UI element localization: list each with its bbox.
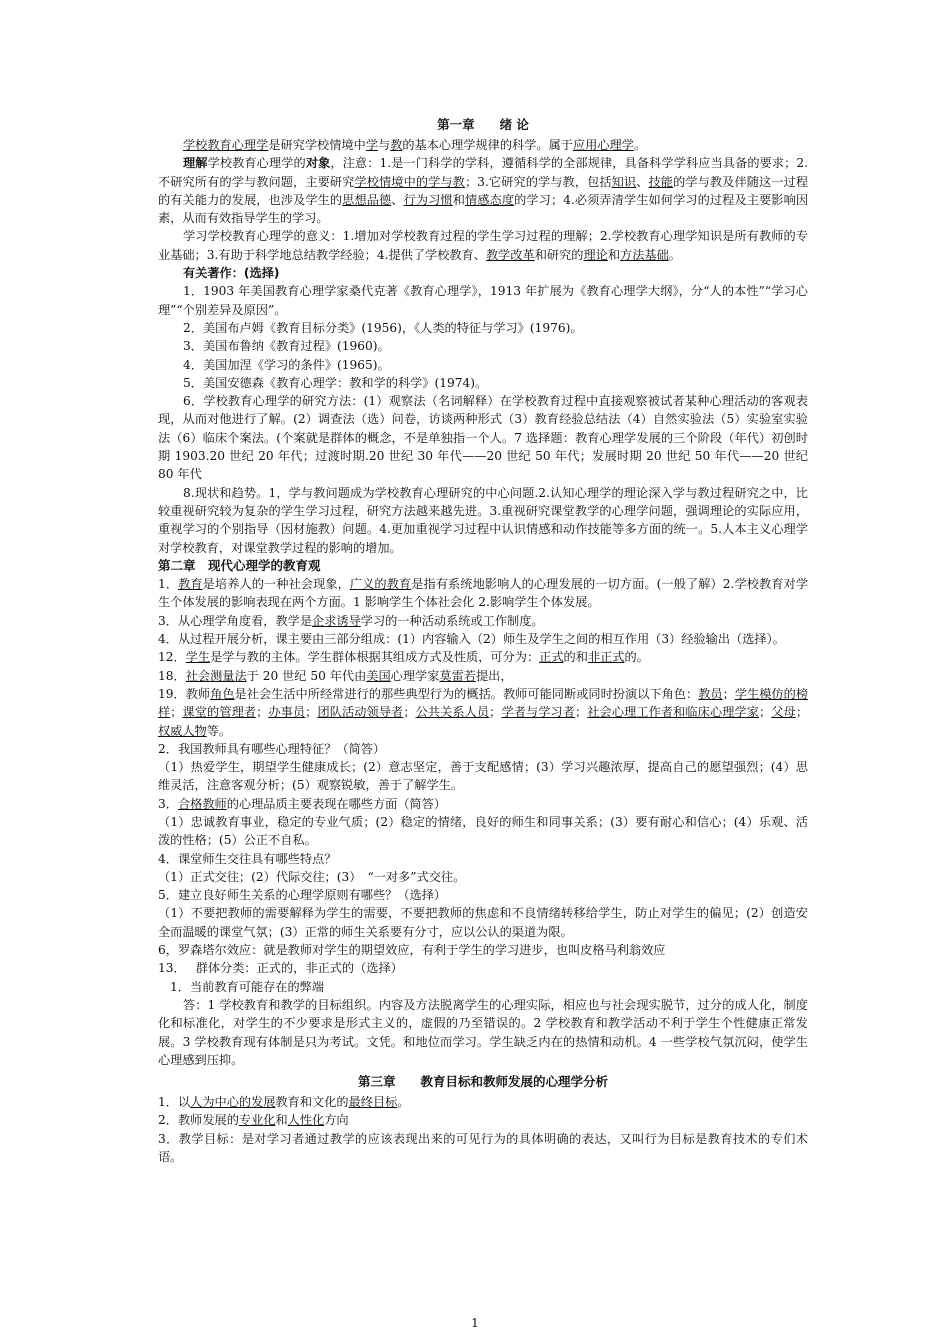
page-number: 1 bbox=[471, 1316, 479, 1330]
question: 4．课堂师生交往具有哪些特点？ bbox=[158, 851, 337, 866]
list-item: 2．教师发展的专业化和人性化方向 bbox=[158, 1113, 349, 1128]
question: 1．当前教育可能存在的弊端 bbox=[170, 979, 325, 994]
list-item: 4．从过程开展分析，课主要由三部分组成：(1）内容输入（2）师生及学生之间的相互作用（3）经验输出（选择）。 bbox=[158, 632, 785, 647]
object-paragraph: 理解学校教育心理学的对象，注意：1.是一门科学的学科，遵循科学的全部规律，具备科学学科应当具备的要求；2.不研究所有的学与教问题，主要研究学校情境中的学与教；3.它研究的学与教，包括知识、技能的学与教及伴随这一过程的有关能力的发展，也涉及学生的思想品德、行为习惯和情感态度的学习；4.必须弄清学生如何学习的过程及主要影响因素，从而有效指导学生的学习。 bbox=[158, 156, 809, 226]
question: 2．我国教师具有哪些心理特征？（简答） bbox=[158, 741, 386, 756]
trends-paragraph: 8.现状和趋势。1，学与教问题成为学校教育心理研究的中心问题.2.认知心理学的理论深入学与教过程研究之中，比较重视研究较为复杂的学生学习过程，研究方法越来越先进。3.重视研究课堂教学的心理学问题，强调理论的实际应用，重视学习的个别指导（因材施教）问题。4.更加重视学习过程中认识情感和动作技能等多方面的统一。5.人本主义心理学对学校教育，对课堂教学过程的影响的增加。 bbox=[158, 485, 808, 555]
list-item: 1．教育是培养人的一种社会现象，广义的教育是指有系统地影响人的心理发展的一切方面。(一般了解）2.学校教育对学生个体发展的影响表现在两个方面。1 影响学生个体社会化 2.影响学生个体发展。 bbox=[158, 577, 809, 610]
works-item: 2．美国布卢姆《教育目标分类》(1956)，《人类的特征与学习》(1976)。 bbox=[183, 320, 583, 335]
answer: 答：1 学校教育和教学的目标组织。内容及方法脱离学生的心理实际，相应也与社会现实脱节，过分的成人化，制度化和标准化，对学生的不少要求是形式主义的，虚假的乃至错误的。2 学校教育和教学活动不利于学生个性健康正常发展。3 学校教育现有体制是只为考试。文凭。和地位而学习。学生缺乏内在的热情和动机。4 一些学校气氛沉闷，使学生心理感到压抑。 bbox=[158, 997, 808, 1067]
list-item: 1．以人为中心的发展教育和文化的最终目标。 bbox=[158, 1095, 410, 1110]
list-item: 3．从心理学角度看，教学是企求诱导学习的一种活动系统或工作制度。 bbox=[158, 613, 544, 628]
works-item: 3．美国布鲁纳《教育过程》(1960)。 bbox=[183, 339, 390, 354]
answer: （1）不要把教师的需要解释为学生的需要，不要把教师的焦虑和不良情绪转移给学生，防止对学生的偏见；(2）创造安全而温暖的课堂气氛；(3）正常的师生关系要有分寸，应以公认的渠道为限。 bbox=[158, 906, 808, 939]
answer: （1）热爱学生，期望学生健康成长；(2）意志坚定，善于支配感情；(3）学习兴趣浓厚，提高自己的愿望强烈；(4）思维灵活，注意客观分析；(5）观察锐敏，善于了解学生。 bbox=[158, 760, 808, 793]
works-item: 4．美国加涅《学习的条件》(1965)。 bbox=[183, 357, 390, 372]
list-item: 12．学生是学与教的主体。学生群体根据其组成方式及性质，可分为：正式的和非正式的。 bbox=[158, 650, 649, 665]
list-item: 13． 群体分类：正式的，非正式的（选择） bbox=[158, 961, 403, 976]
list-item: 3．教学目标：是对学习者通过教学的应该表现出来的可见行为的具体明确的表达，又叫行为目标是教育技术的专们术语。 bbox=[158, 1131, 808, 1165]
answer: （1）忠诚教育事业，稳定的专业气质；(2）稳定的情绪，良好的师生和同事关系；(3）要有耐心和信心；(4）乐观、活泼的性格；(5）公正不自私。 bbox=[158, 814, 808, 848]
list-item: 19．教师角色是社会生活中所经常进行的那些典型行为的概括。教师可能同断或同时扮演以下角色：教员；学生模仿的榜样；课堂的管理者；办事员；团队活动领导者；公共关系人员；学者与学习者；社会心理工作者和临床心理学家；父母；权威人物等。 bbox=[158, 686, 809, 738]
methods-paragraph: 6．学校教育心理学的研究方法：(1）观察法（名词解释）在学校教育过程中直接观察被试者某种心理活动的客观表现，从而对他进行了解。(2）调查法（选）问卷，访谈两种形式（3）教育经验总结法（4）自然实验法（5）实验室实验法（6）临床个案法。(个案就是群体的概念，不是单独指一个人。7 选择题：教育心理学发展的三个阶段（年代）初创时期 1903.20 世纪 20 年代；过渡时期.20 世纪 30 年代——20 世纪 50 年代；发展时期 20 世纪 50 年代——20 世纪 80 年代 bbox=[158, 394, 808, 482]
chapter1-title: 第一章 绪 论 bbox=[437, 117, 529, 132]
works-item: 1．1903 年美国教育心理学家桑代克著《教育心理学》，1913 年扩展为《教育心理学大纲》，分“人的本性”“学习心理”“个别差异及原因”。 bbox=[158, 284, 808, 317]
question: 3．合格教师的心理品质主要表现在哪些方面（简答） bbox=[158, 796, 447, 811]
works-heading: 有关著作：(选择) bbox=[183, 266, 280, 281]
works-item: 5．美国安德森《教育心理学：教和学的科学》(1974)。 bbox=[183, 375, 488, 390]
answer: （1）正式交往；(2）代际交往；(3） “一对多”式交往。 bbox=[158, 869, 466, 884]
definition-paragraph: 学校教育心理学是研究学校情境中学与教的基本心理学规律的科学。属于应用心理学。 bbox=[183, 138, 647, 152]
chapter2-title: 第二章 现代心理学的教育观 bbox=[158, 557, 321, 573]
chapter3-title: 第三章 教育目标和教师发展的心理学分析 bbox=[357, 1074, 608, 1090]
list-item: 6，罗森塔尔效应：就是教师对学生的期望效应，有利于学生的学习进步，也叫皮格马利翁效应 bbox=[158, 943, 666, 958]
question: 5．建立良好师生关系的心理学原则有哪些？（选择） bbox=[158, 888, 447, 903]
document-page bbox=[158, 112, 808, 1166]
meaning-paragraph: 学习学校教育心理学的意义：1.增加对学校教育过程的学生学习过程的理解；2.学校教育心理学知识是所有教师的专业基础；3.有助于科学地总结教学经验；4.提供了学校教育、教学改革和研究的理论和方法基础。 bbox=[158, 229, 808, 262]
list-item: 18．社会测量法于 20 世纪 50 年代由美国心理学家莫雷若提出， bbox=[158, 668, 513, 683]
